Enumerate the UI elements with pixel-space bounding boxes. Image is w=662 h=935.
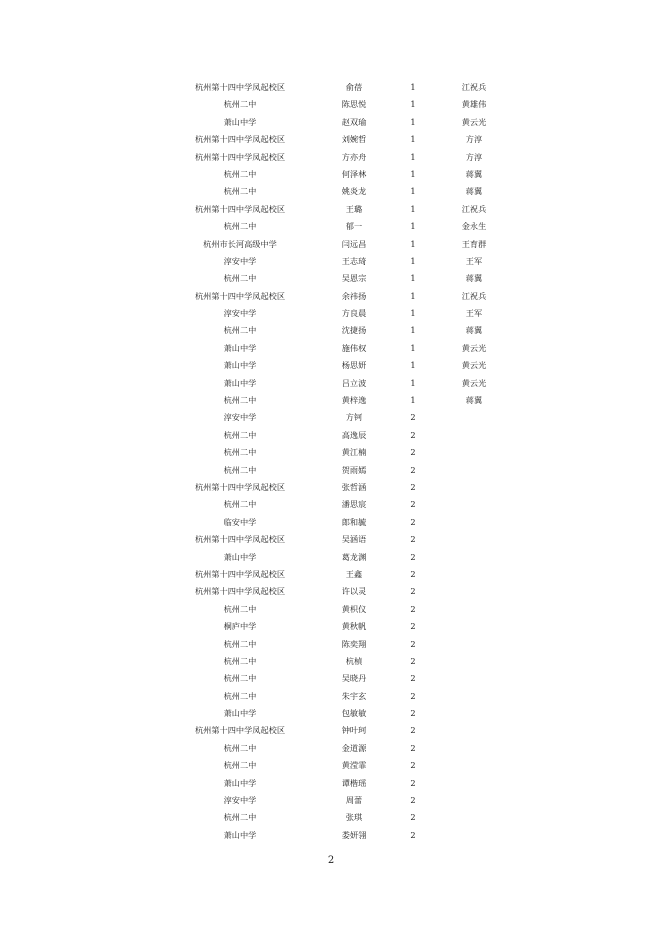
school-cell: 萧山中学 <box>223 551 257 562</box>
list-row <box>0 775 662 792</box>
list-row <box>0 496 662 513</box>
teacher-cell: 黄云光 <box>461 377 487 388</box>
prize-level-cell: 2 <box>410 516 416 527</box>
teacher-cell <box>446 827 502 844</box>
teacher-cell <box>446 740 502 757</box>
list-row <box>0 201 662 218</box>
list-row <box>0 653 662 670</box>
school-cell: 杭州二中 <box>223 273 257 284</box>
list-row <box>0 740 662 757</box>
prize-level-cell: 1 <box>410 360 416 371</box>
list-row <box>0 566 662 583</box>
prize-level-cell: 1 <box>410 342 416 353</box>
list-row <box>0 131 662 148</box>
student-name-cell: 吴涵语 <box>341 534 367 545</box>
teacher-cell <box>446 549 502 566</box>
school-cell: 杭州二中 <box>223 742 257 753</box>
school-cell: 杭州二中 <box>223 655 257 666</box>
teacher-cell <box>446 583 502 600</box>
school-cell: 萧山中学 <box>223 360 257 371</box>
list-row <box>0 183 662 200</box>
award-list <box>0 79 662 844</box>
prize-level-cell: 1 <box>410 255 416 266</box>
student-name-cell: 吴晓丹 <box>341 673 367 684</box>
list-row <box>0 253 662 270</box>
teacher-cell: 黄雄伟 <box>461 99 487 110</box>
teacher-cell <box>446 514 502 531</box>
school-cell: 杭州第十四中学凤起校区 <box>194 151 286 162</box>
teacher-cell <box>446 722 502 739</box>
teacher-cell: 方淳 <box>465 151 483 162</box>
prize-level-cell: 1 <box>410 134 416 145</box>
student-name-cell: 刘婉哲 <box>341 134 367 145</box>
list-row <box>0 392 662 409</box>
list-row <box>0 288 662 305</box>
teacher-cell <box>446 809 502 826</box>
school-cell: 杭州二中 <box>223 812 257 823</box>
list-row <box>0 531 662 548</box>
school-cell: 杭州二中 <box>223 395 257 406</box>
school-cell: 淳安中学 <box>223 795 257 806</box>
teacher-cell: 蒋翼 <box>465 168 483 179</box>
prize-level-cell: 2 <box>410 481 416 492</box>
list-row <box>0 462 662 479</box>
prize-level-cell: 2 <box>410 568 416 579</box>
student-name-cell: 黄梓逸 <box>341 395 367 406</box>
prize-level-cell: 2 <box>410 708 416 719</box>
prize-level-cell: 2 <box>410 812 416 823</box>
teacher-cell: 黄云光 <box>461 116 487 127</box>
school-cell: 杭州二中 <box>223 429 257 440</box>
student-name-cell: 何泽林 <box>341 168 367 179</box>
teacher-cell <box>446 705 502 722</box>
student-name-cell: 金道源 <box>341 742 367 753</box>
student-name-cell: 郁一 <box>345 221 363 232</box>
prize-level-cell: 2 <box>410 429 416 440</box>
teacher-cell <box>446 479 502 496</box>
prize-level-cell: 1 <box>410 395 416 406</box>
teacher-cell <box>446 531 502 548</box>
student-name-cell: 方良晨 <box>341 308 367 319</box>
teacher-cell: 王军 <box>465 255 483 266</box>
list-row <box>0 583 662 600</box>
student-name-cell: 葛龙渊 <box>341 551 367 562</box>
student-name-cell: 方钶 <box>345 412 363 423</box>
prize-level-cell: 2 <box>410 638 416 649</box>
student-name-cell: 姚炎龙 <box>341 186 367 197</box>
list-row <box>0 79 662 96</box>
prize-level-cell: 2 <box>410 551 416 562</box>
teacher-cell: 王育群 <box>461 238 487 249</box>
student-name-cell: 王璐 <box>345 203 363 214</box>
student-name-cell: 沈捷扬 <box>341 325 367 336</box>
school-cell: 临安中学 <box>223 516 257 527</box>
teacher-cell <box>446 653 502 670</box>
teacher-cell <box>446 409 502 426</box>
school-cell: 萧山中学 <box>223 342 257 353</box>
school-cell: 萧山中学 <box>223 708 257 719</box>
student-name-cell: 郎和毓 <box>341 516 367 527</box>
teacher-cell <box>446 618 502 635</box>
teacher-cell <box>446 462 502 479</box>
prize-level-cell: 1 <box>410 168 416 179</box>
student-name-cell: 吕立波 <box>341 377 367 388</box>
school-cell: 杭州第十四中学凤起校区 <box>194 203 286 214</box>
prize-level-cell: 1 <box>410 116 416 127</box>
student-name-cell: 赵双瑜 <box>341 116 367 127</box>
prize-level-cell: 2 <box>410 795 416 806</box>
prize-level-cell: 1 <box>410 273 416 284</box>
school-cell: 萧山中学 <box>223 829 257 840</box>
school-cell: 杭州二中 <box>223 168 257 179</box>
teacher-cell: 王军 <box>465 308 483 319</box>
page-number: 2 <box>327 855 335 866</box>
school-cell: 杭州二中 <box>223 760 257 771</box>
prize-level-cell: 1 <box>410 82 416 92</box>
school-cell: 萧山中学 <box>223 777 257 788</box>
school-cell: 杭州二中 <box>223 499 257 510</box>
prize-level-cell: 2 <box>410 447 416 458</box>
school-cell: 杭州第十四中学凤起校区 <box>194 568 286 579</box>
school-cell: 萧山中学 <box>223 116 257 127</box>
student-name-cell: 俞蓓 <box>345 82 363 92</box>
list-row <box>0 827 662 844</box>
student-name-cell: 贺雨嫣 <box>341 464 367 475</box>
list-row <box>0 305 662 322</box>
teacher-cell <box>446 670 502 687</box>
student-name-cell: 朱宇玄 <box>341 690 367 701</box>
list-row <box>0 409 662 426</box>
teacher-cell: 蒋翼 <box>465 273 483 284</box>
teacher-cell: 江祝兵 <box>461 82 487 92</box>
prize-level-cell: 2 <box>410 760 416 771</box>
list-row <box>0 601 662 618</box>
teacher-cell <box>446 636 502 653</box>
prize-level-cell: 2 <box>410 621 416 632</box>
list-row <box>0 375 662 392</box>
school-cell: 杭州第十四中学凤起校区 <box>194 725 286 736</box>
prize-level-cell: 1 <box>410 203 416 214</box>
teacher-cell <box>446 757 502 774</box>
list-row <box>0 444 662 461</box>
list-row <box>0 340 662 357</box>
prize-level-cell: 1 <box>410 151 416 162</box>
prize-level-cell: 2 <box>410 464 416 475</box>
teacher-cell: 黄云光 <box>461 342 487 353</box>
school-cell: 杭州第十四中学凤起校区 <box>194 586 286 597</box>
prize-level-cell: 2 <box>410 499 416 510</box>
list-row <box>0 357 662 374</box>
school-cell: 淳安中学 <box>223 255 257 266</box>
school-cell: 淳安中学 <box>223 308 257 319</box>
prize-level-cell: 2 <box>410 742 416 753</box>
teacher-cell: 方淳 <box>465 134 483 145</box>
list-row <box>0 792 662 809</box>
list-row <box>0 670 662 687</box>
prize-level-cell: 2 <box>410 777 416 788</box>
student-name-cell: 闫远昌 <box>341 238 367 249</box>
student-name-cell: 高逸辰 <box>341 429 367 440</box>
student-name-cell: 吴恩宗 <box>341 273 367 284</box>
prize-level-cell: 1 <box>410 308 416 319</box>
student-name-cell: 黄枳仪 <box>341 603 367 614</box>
list-row <box>0 96 662 113</box>
student-name-cell: 谭楷瑶 <box>341 777 367 788</box>
teacher-cell: 江祝兵 <box>461 290 487 301</box>
teacher-cell <box>446 775 502 792</box>
student-name-cell: 娄妍翎 <box>341 829 367 840</box>
prize-level-cell: 1 <box>410 221 416 232</box>
school-cell: 杭州二中 <box>223 603 257 614</box>
student-name-cell: 钟叶珂 <box>341 725 367 736</box>
list-row <box>0 427 662 444</box>
school-cell: 杭州市长河高级中学 <box>203 238 277 249</box>
student-name-cell: 方亦舟 <box>341 151 367 162</box>
prize-level-cell: 2 <box>410 586 416 597</box>
student-name-cell: 陈奕翔 <box>341 638 367 649</box>
student-name-cell: 余祎扬 <box>341 290 367 301</box>
student-name-cell: 黄江楠 <box>341 447 367 458</box>
school-cell: 杭州二中 <box>223 221 257 232</box>
student-name-cell: 张哲涵 <box>341 481 367 492</box>
prize-level-cell: 1 <box>410 290 416 301</box>
teacher-cell <box>446 566 502 583</box>
teacher-cell <box>446 688 502 705</box>
list-row <box>0 705 662 722</box>
list-row <box>0 809 662 826</box>
list-row <box>0 166 662 183</box>
student-name-cell: 黄滢霏 <box>341 760 367 771</box>
teacher-cell <box>446 427 502 444</box>
school-cell: 杭州二中 <box>223 464 257 475</box>
list-row <box>0 549 662 566</box>
student-name-cell: 王鑫 <box>345 568 363 579</box>
teacher-cell: 江祝兵 <box>461 203 487 214</box>
student-name-cell: 张琪 <box>345 812 363 823</box>
school-cell: 杭州第十四中学凤起校区 <box>194 134 286 145</box>
student-name-cell: 施伟权 <box>341 342 367 353</box>
prize-level-cell: 2 <box>410 725 416 736</box>
teacher-cell <box>446 792 502 809</box>
school-cell: 杭州第十四中学凤起校区 <box>194 290 286 301</box>
teacher-cell <box>446 496 502 513</box>
list-row <box>0 114 662 131</box>
list-row <box>0 618 662 635</box>
teacher-cell <box>446 444 502 461</box>
list-row <box>0 757 662 774</box>
school-cell: 杭州第十四中学凤起校区 <box>194 82 286 92</box>
list-row <box>0 218 662 235</box>
school-cell: 杭州第十四中学凤起校区 <box>194 481 286 492</box>
prize-level-cell: 1 <box>410 99 416 110</box>
list-row <box>0 270 662 287</box>
list-row <box>0 636 662 653</box>
list-row <box>0 236 662 253</box>
list-row <box>0 688 662 705</box>
student-name-cell: 杨思妍 <box>341 360 367 371</box>
prize-level-cell: 1 <box>410 325 416 336</box>
teacher-cell: 蒋翼 <box>465 186 483 197</box>
school-cell: 杭州二中 <box>223 325 257 336</box>
student-name-cell: 黄秋帆 <box>341 621 367 632</box>
prize-level-cell: 2 <box>410 534 416 545</box>
school-cell: 桐庐中学 <box>223 621 257 632</box>
prize-level-cell: 2 <box>410 690 416 701</box>
student-name-cell: 包敏敏 <box>341 708 367 719</box>
school-cell: 杭州二中 <box>223 638 257 649</box>
list-row <box>0 322 662 339</box>
school-cell: 杭州二中 <box>223 690 257 701</box>
school-cell: 淳安中学 <box>223 412 257 423</box>
list-row <box>0 479 662 496</box>
teacher-cell: 黄云光 <box>461 360 487 371</box>
prize-level-cell: 2 <box>410 603 416 614</box>
school-cell: 萧山中学 <box>223 377 257 388</box>
list-row <box>0 722 662 739</box>
teacher-cell: 蒋翼 <box>465 395 483 406</box>
teacher-cell <box>446 601 502 618</box>
student-name-cell: 许以灵 <box>341 586 367 597</box>
list-row <box>0 514 662 531</box>
prize-level-cell: 2 <box>410 673 416 684</box>
student-name-cell: 杭楨 <box>345 655 363 666</box>
school-cell: 杭州二中 <box>223 447 257 458</box>
prize-level-cell: 2 <box>410 412 416 423</box>
school-cell: 杭州二中 <box>223 673 257 684</box>
student-name-cell: 王志琦 <box>341 255 367 266</box>
student-name-cell: 周蕾 <box>345 795 363 806</box>
student-name-cell: 潘思宸 <box>341 499 367 510</box>
student-name-cell: 陈思悦 <box>341 99 367 110</box>
school-cell: 杭州二中 <box>223 99 257 110</box>
prize-level-cell: 1 <box>410 377 416 388</box>
list-row <box>0 149 662 166</box>
teacher-cell: 金永生 <box>461 221 487 232</box>
prize-level-cell: 1 <box>410 186 416 197</box>
prize-level-cell: 2 <box>410 829 416 840</box>
school-cell: 杭州二中 <box>223 186 257 197</box>
teacher-cell: 蒋翼 <box>465 325 483 336</box>
prize-level-cell: 1 <box>410 238 416 249</box>
prize-level-cell: 2 <box>410 655 416 666</box>
school-cell: 杭州第十四中学凤起校区 <box>194 534 286 545</box>
